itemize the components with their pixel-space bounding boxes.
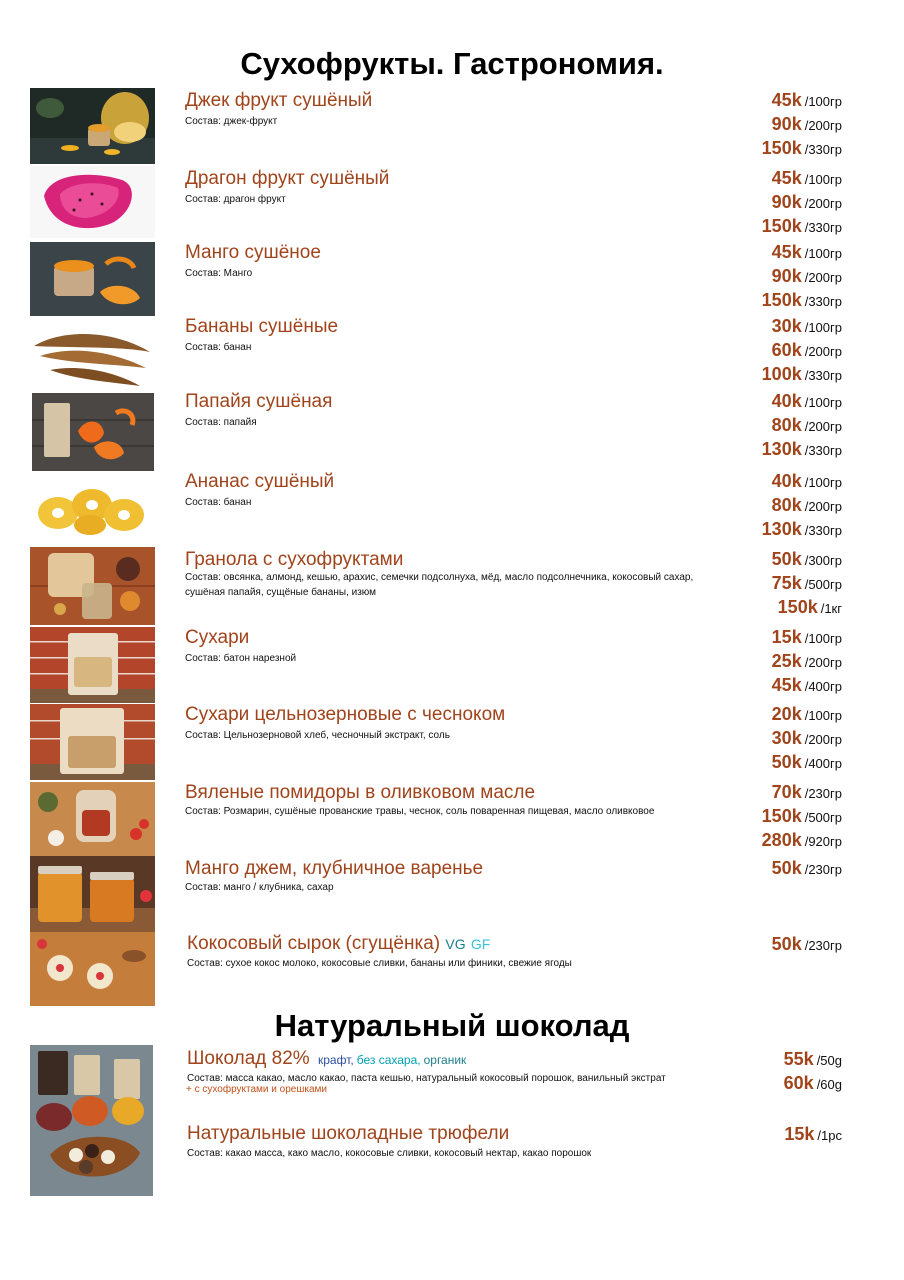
item-name: Манго сушёное xyxy=(185,242,321,263)
price-weight: /500гр xyxy=(804,577,842,592)
price-row xyxy=(762,830,842,854)
price-weight: /100гр xyxy=(804,395,842,410)
price-weight: /200гр xyxy=(804,655,842,670)
price-row xyxy=(772,728,842,752)
item-name: Шоколад 82% xyxy=(187,1048,310,1069)
price-amount: 45k xyxy=(771,242,802,262)
price-weight: /200гр xyxy=(804,499,842,514)
organic-tag: органик xyxy=(423,1053,467,1067)
price-list xyxy=(762,242,842,314)
price-row xyxy=(762,216,842,240)
price-row xyxy=(762,242,842,266)
price-row xyxy=(762,316,842,340)
tomatoes-photo xyxy=(30,782,155,856)
price-weight: /330гр xyxy=(804,523,842,538)
item-name: Драгон фрукт сушёный xyxy=(185,168,390,189)
price-list xyxy=(762,471,842,543)
price-weight: /100гр xyxy=(804,320,842,335)
item-description: Состав: банан xyxy=(185,342,252,353)
item-name: Гранола с сухофруктами xyxy=(185,549,404,570)
price-amount: 90k xyxy=(771,266,802,286)
price-amount: 70k xyxy=(771,782,802,802)
price-row xyxy=(762,138,842,162)
price-row xyxy=(772,549,842,573)
section-title-dried-fruits: Сухофрукты. Гастрономия. xyxy=(240,46,664,81)
price-row xyxy=(772,573,842,597)
price-weight: /200гр xyxy=(804,344,842,359)
price-weight: /230гр xyxy=(804,862,842,877)
papaya-photo xyxy=(32,393,154,471)
price-list xyxy=(784,1049,842,1097)
price-weight: /1кг xyxy=(820,601,842,616)
item-name: Ананас сушёный xyxy=(185,471,335,492)
price-row xyxy=(762,168,842,192)
item-description: Состав: драгон фрукт xyxy=(185,194,286,205)
section-title-chocolate: Натуральный шоколад xyxy=(274,1008,630,1043)
price-row xyxy=(772,627,842,651)
item-description: Состав: банан xyxy=(185,497,252,508)
price-weight: /200гр xyxy=(804,118,842,133)
item-name: Папайя сушёная xyxy=(185,391,333,412)
price-weight: /100гр xyxy=(804,246,842,261)
price-amount: 150k xyxy=(761,216,802,236)
price-row xyxy=(784,1124,842,1148)
price-weight: /300гр xyxy=(804,553,842,568)
price-weight: /330гр xyxy=(804,294,842,309)
price-row xyxy=(762,192,842,216)
coconut-curd-photo xyxy=(30,932,155,1006)
price-weight: /60g xyxy=(816,1077,842,1092)
price-amount: 50k xyxy=(771,934,802,954)
dragon-fruit-photo xyxy=(30,166,155,238)
price-weight: /50g xyxy=(816,1053,842,1068)
price-list xyxy=(762,90,842,162)
item-name: Кокосовый сырок (сгущёнка) xyxy=(187,933,441,954)
price-weight: /400гр xyxy=(804,679,842,694)
price-row xyxy=(772,934,842,958)
price-amount: 90k xyxy=(771,114,802,134)
price-amount: 40k xyxy=(771,471,802,491)
price-weight: /330гр xyxy=(804,142,842,157)
price-row xyxy=(772,675,842,699)
price-row xyxy=(772,704,842,728)
item-name-row xyxy=(187,933,490,955)
price-amount: 150k xyxy=(761,290,802,310)
price-weight: /100гр xyxy=(804,631,842,646)
price-row xyxy=(762,471,842,495)
price-amount: 20k xyxy=(771,704,802,724)
item-description: Состав: Цельнозерновой хлеб, чесночный экстракт, соль xyxy=(185,730,450,741)
price-weight: /1pc xyxy=(817,1128,842,1143)
price-row xyxy=(772,858,842,882)
item-description: Состав: папайя xyxy=(185,417,257,428)
price-row xyxy=(762,340,842,364)
price-weight: /100гр xyxy=(804,172,842,187)
croutons-photo xyxy=(30,627,155,703)
pineapple-photo xyxy=(30,475,155,547)
chocolate-photo xyxy=(30,1045,153,1196)
price-weight: /200гр xyxy=(804,419,842,434)
item-name: Манго джем, клубничное варенье xyxy=(185,858,484,879)
price-amount: 50k xyxy=(771,858,802,878)
price-row xyxy=(762,519,842,543)
item-extra-option: + с сухофруктами и орешками xyxy=(186,1084,327,1095)
sugar-free-tag: без сахара, xyxy=(356,1053,421,1067)
price-row xyxy=(772,597,842,621)
price-weight: /920гр xyxy=(804,834,842,849)
price-amount: 60k xyxy=(783,1073,814,1093)
price-list xyxy=(762,782,842,854)
item-name: Джек фрукт сушёный xyxy=(185,90,373,111)
item-description: Состав: какао масса, како масло, кокосовые сливки, кокосовый нектар, какао порошок xyxy=(187,1148,592,1159)
item-description: Состав: овсянка, алмонд, кешью, арахис, семечки подсолнуха, мёд, масло подсолнечника, кокосовый сахар, сушёная папайя, сущёные бананы, изюм xyxy=(185,572,694,598)
price-list xyxy=(772,934,842,958)
item-description: Состав: сухое кокос молоко, кокосовые сливки, бананы или финики, свежие ягоды xyxy=(187,958,572,969)
item-name-row xyxy=(187,1048,466,1070)
price-row xyxy=(762,391,842,415)
price-amount: 150k xyxy=(777,597,818,617)
wholegrain-croutons-photo xyxy=(30,704,155,780)
price-row xyxy=(762,806,842,830)
price-weight: /100гр xyxy=(804,475,842,490)
item-description: Состав: манго / клубника, сахар xyxy=(185,882,334,893)
price-list xyxy=(762,316,842,388)
price-amount: 75k xyxy=(771,573,802,593)
price-amount: 60k xyxy=(771,340,802,360)
price-weight: /330гр xyxy=(804,368,842,383)
price-amount: 50k xyxy=(771,549,802,569)
price-amount: 150k xyxy=(761,806,802,826)
price-weight: /330гр xyxy=(804,220,842,235)
item-description: Состав: батон нарезной xyxy=(185,653,297,664)
price-list xyxy=(772,704,842,776)
item-name: Сухари xyxy=(185,627,250,648)
price-row xyxy=(762,439,842,463)
price-weight: /200гр xyxy=(804,270,842,285)
price-amount: 90k xyxy=(771,192,802,212)
item-name: Бананы сушёные xyxy=(185,316,339,337)
price-row xyxy=(762,114,842,138)
price-row xyxy=(784,1049,842,1073)
item-name: Вяленые помидоры в оливковом масле xyxy=(185,782,536,803)
jam-photo xyxy=(30,856,155,932)
price-amount: 130k xyxy=(761,439,802,459)
price-list xyxy=(762,168,842,240)
price-amount: 80k xyxy=(771,495,802,515)
banana-photo xyxy=(30,316,155,392)
price-row xyxy=(762,364,842,388)
item-description: Состав: джек-фрукт xyxy=(185,116,278,127)
craft-tag: крафт, xyxy=(317,1053,354,1067)
price-amount: 15k xyxy=(784,1124,815,1144)
item-name: Сухари цельнозерновые с чесноком xyxy=(185,704,506,725)
price-amount: 150k xyxy=(761,138,802,158)
price-amount: 25k xyxy=(771,651,802,671)
price-amount: 45k xyxy=(771,168,802,188)
price-amount: 40k xyxy=(771,391,802,411)
price-amount: 15k xyxy=(771,627,802,647)
item-name: Натуральные шоколадные трюфели xyxy=(187,1123,510,1144)
price-weight: /400гр xyxy=(804,756,842,771)
price-weight: /230гр xyxy=(804,938,842,953)
price-weight: /230гр xyxy=(804,786,842,801)
price-row xyxy=(762,415,842,439)
price-amount: 50k xyxy=(771,752,802,772)
price-weight: /330гр xyxy=(804,443,842,458)
item-description: Состав: Розмарин, сушёные прованские травы, чеснок, соль поваренная пищевая, масло оливковое xyxy=(185,806,655,817)
price-weight: /100гр xyxy=(804,708,842,723)
mango-photo xyxy=(30,242,155,316)
item-description: Состав: масса какао, масло какао, паста кешью, натуральный кокосовый порошок, ванильный экстрат xyxy=(187,1073,666,1084)
price-row xyxy=(762,266,842,290)
gluten-free-tag: GF xyxy=(470,936,491,952)
vegan-tag: VG xyxy=(445,936,466,952)
price-weight: /100гр xyxy=(804,94,842,109)
price-list xyxy=(762,391,842,463)
price-amount: 30k xyxy=(771,728,802,748)
price-weight: /200гр xyxy=(804,732,842,747)
price-row xyxy=(762,290,842,314)
price-row xyxy=(784,1073,842,1097)
price-list xyxy=(772,627,842,699)
price-weight: /200гр xyxy=(804,196,842,211)
jackfruit-photo xyxy=(30,88,155,164)
price-list xyxy=(772,549,842,621)
price-amount: 100k xyxy=(761,364,802,384)
price-row xyxy=(772,651,842,675)
price-amount: 45k xyxy=(771,675,802,695)
granola-photo xyxy=(30,547,155,625)
price-list xyxy=(772,858,842,882)
price-amount: 280k xyxy=(761,830,802,850)
price-list xyxy=(784,1124,842,1148)
price-row xyxy=(772,752,842,776)
price-amount: 55k xyxy=(783,1049,814,1069)
price-weight: /500гр xyxy=(804,810,842,825)
price-row xyxy=(762,782,842,806)
price-row xyxy=(762,495,842,519)
price-amount: 30k xyxy=(771,316,802,336)
item-description: Состав: Манго xyxy=(185,268,253,279)
price-amount: 45k xyxy=(771,90,802,110)
price-row xyxy=(762,90,842,114)
price-amount: 130k xyxy=(761,519,802,539)
price-amount: 80k xyxy=(771,415,802,435)
